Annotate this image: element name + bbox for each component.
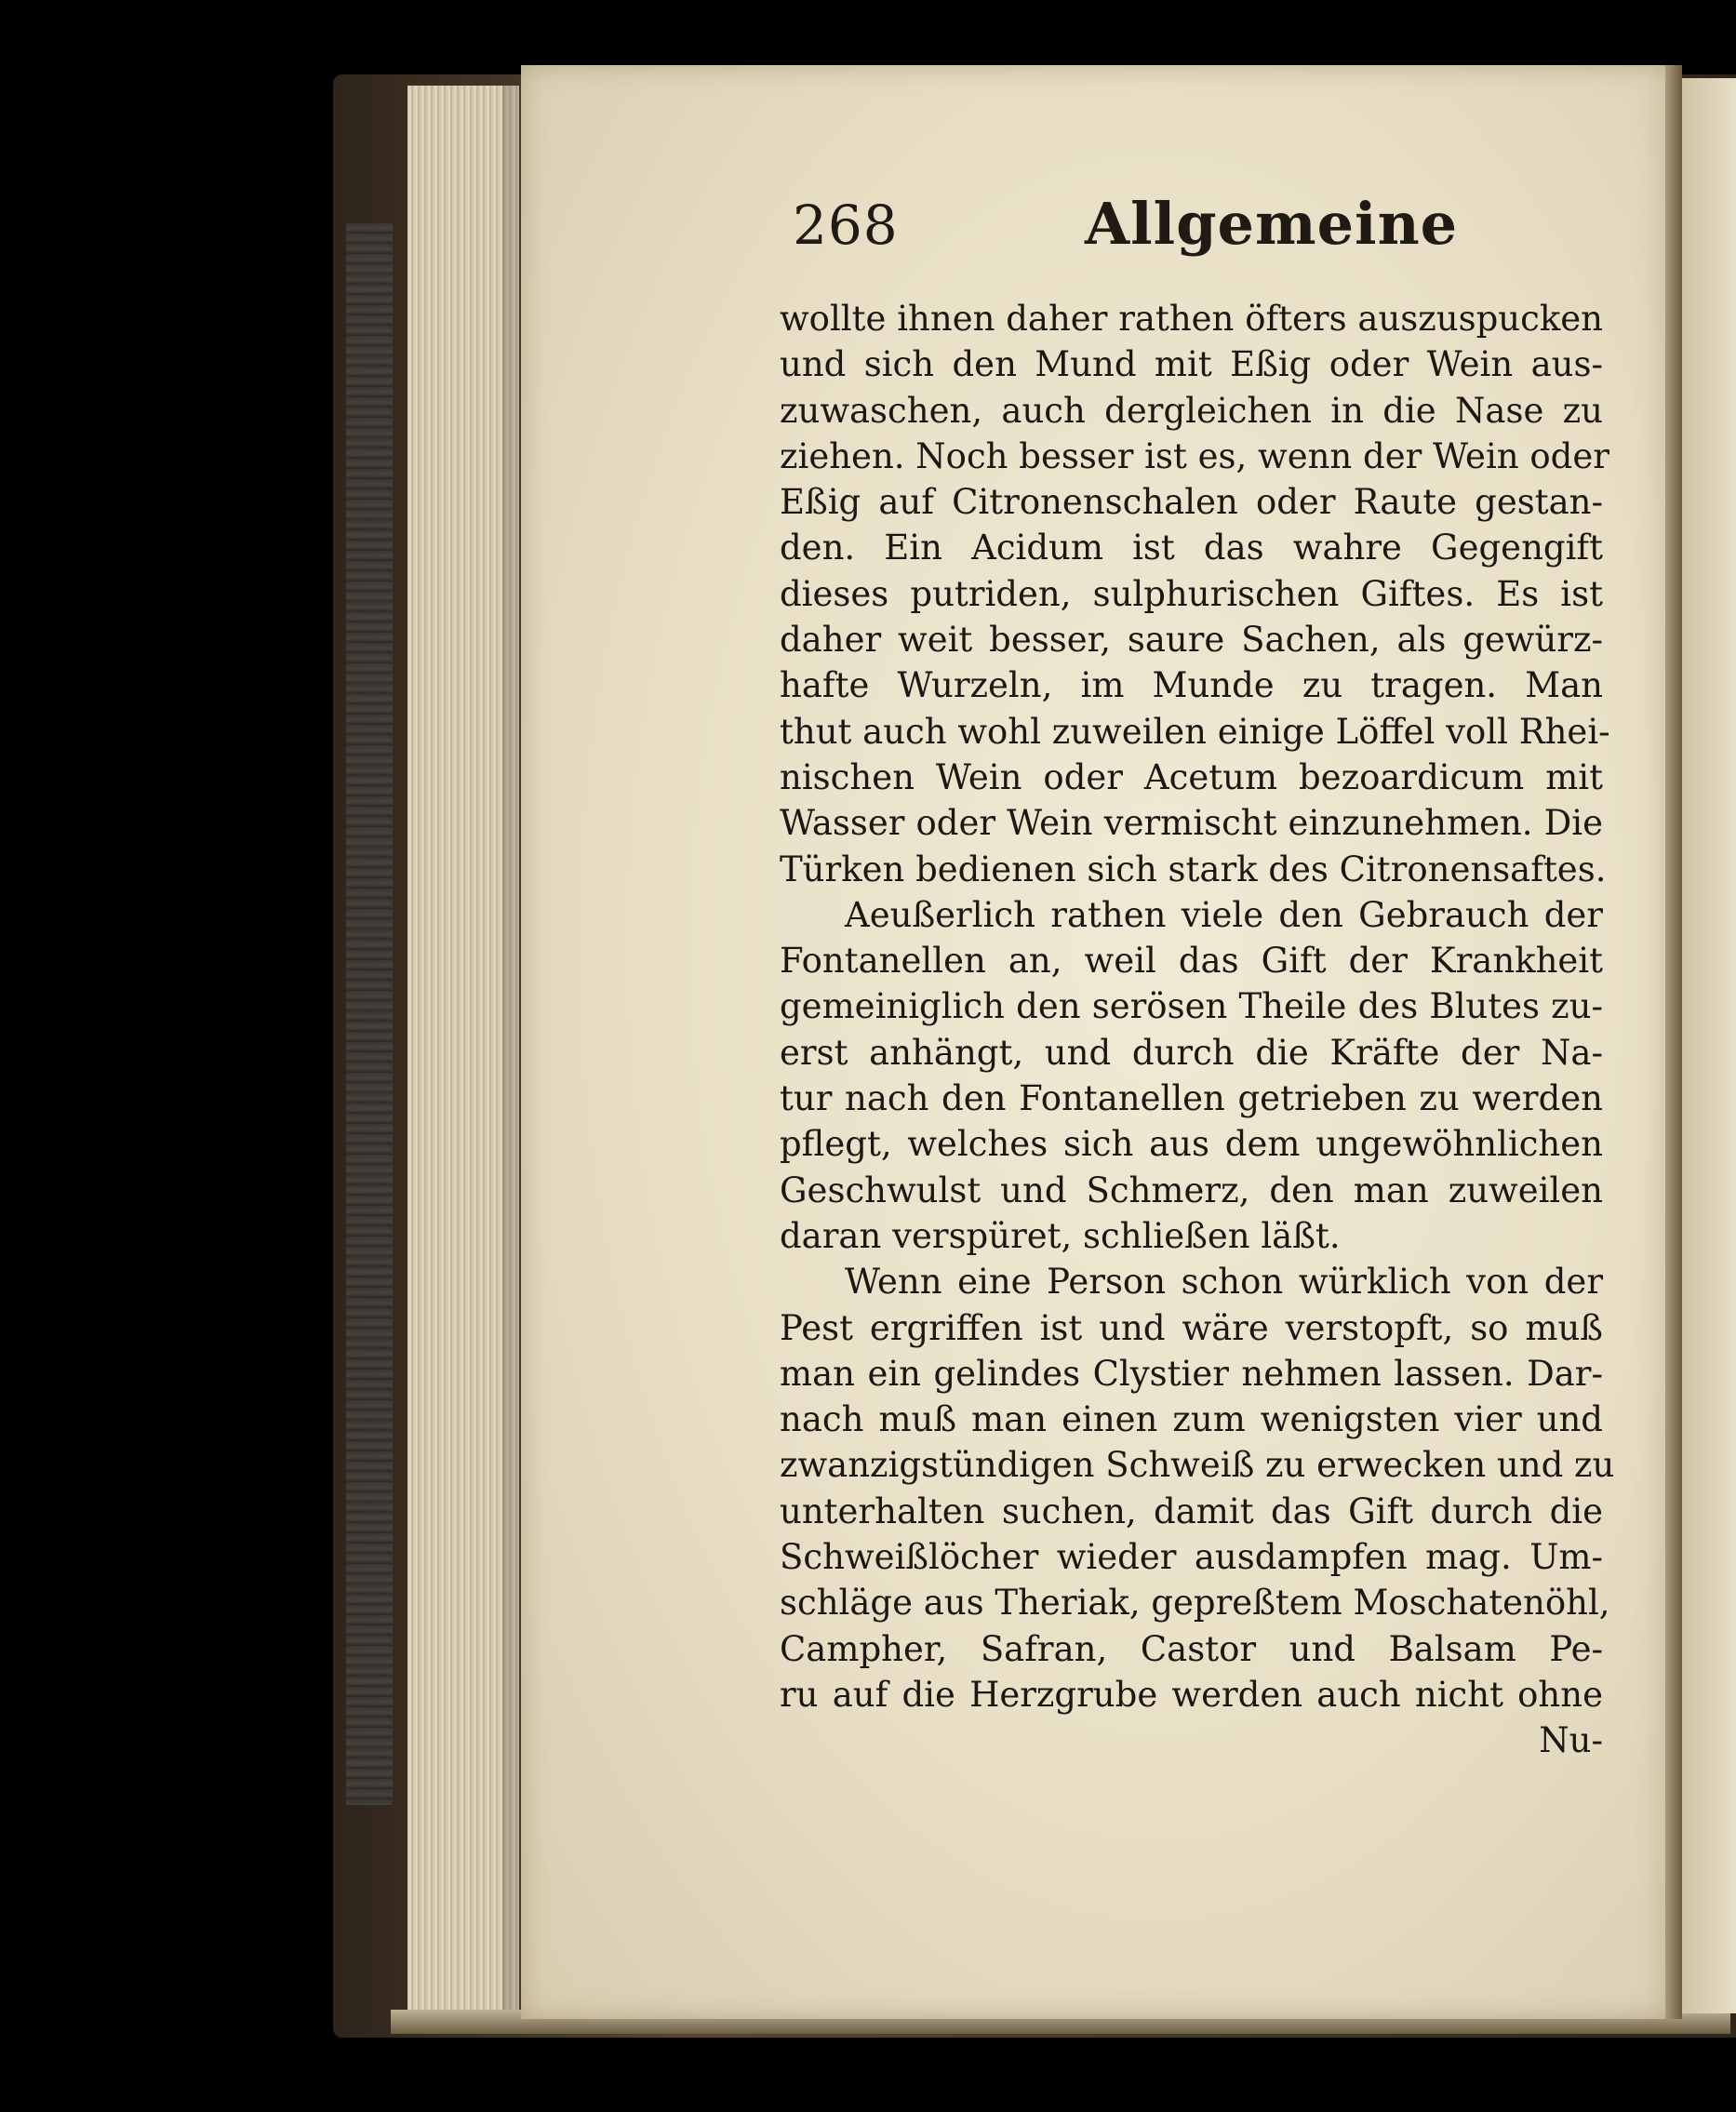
text-line: zwanzigstündigen Schweiß zu erwecken und zu: [780, 1445, 1615, 1486]
body-text: [780, 296, 1615, 1764]
text-line: man ein gelindes Clystier nehmen lassen. Dar-: [780, 1353, 1603, 1394]
text-line: daran verspüret, schließen läßt.: [780, 1215, 1341, 1256]
text-line: pflegt, welches sich aus dem ungewöhnlichen: [780, 1124, 1603, 1165]
text-line: thut auch wohl zuweilen einige Löffel voll Rhei-: [780, 711, 1610, 752]
text-line: tur nach den Fontanellen getrieben zu werden: [780, 1078, 1603, 1119]
text-line: dieses putriden, sulphurischen Giftes. Es ist: [780, 573, 1603, 614]
page-gutter: [1665, 65, 1682, 2019]
text-line: Wenn eine Person schon würklich von der: [845, 1262, 1603, 1303]
text-line: schläge aus Theriak, gepreßtem Moschatenöhl,: [780, 1583, 1610, 1624]
book-spine: [346, 223, 393, 1805]
text-line: ziehen. Noch besser ist es, wenn der Wein oder: [780, 435, 1609, 476]
text-line: Schweißlöcher wieder ausdampfen mag. Um-: [780, 1537, 1603, 1578]
text-line: gemeiniglich den serösen Theile des Blutes zu-: [780, 986, 1603, 1027]
text-line: nischen Wein oder Acetum bezoardicum mit: [780, 756, 1603, 797]
running-title: Allgemeine: [1085, 190, 1459, 258]
text-line: erst anhängt, und durch die Kräfte der Na-: [780, 1032, 1603, 1073]
text-line: Fontanellen an, weil das Gift der Krankheit: [780, 941, 1603, 982]
text-line: Wasser oder Wein vermischt einzunehmen. Die: [780, 803, 1603, 844]
text-line: unterhalten suchen, damit das Gift durch die: [780, 1490, 1603, 1531]
text-line: Eßig auf Citronenschalen oder Raute gestan-: [780, 482, 1603, 523]
text-line: Pest ergriffen ist und wäre verstopft, so muß: [780, 1307, 1603, 1348]
text-line: wollte ihnen daher rathen öfters auszuspucken: [780, 299, 1603, 339]
page-header: [793, 190, 1556, 268]
page-number: 268: [793, 194, 899, 257]
text-line: Campher, Safran, Castor und Balsam Pe-: [780, 1628, 1603, 1669]
text-line: den. Ein Acidum ist das wahre Gegengift: [780, 528, 1603, 568]
facing-page-edge: [1682, 78, 1736, 2013]
text-line: Aeußerlich rathen viele den Gebrauch der: [845, 894, 1603, 935]
catchword: Nu-: [1539, 1720, 1603, 1761]
text-line: Türken bedienen sich stark des Citronensaftes.: [780, 849, 1607, 889]
text-line: nach muß man einen zum wenigsten vier und: [780, 1399, 1603, 1440]
text-line: hafte Wurzeln, im Munde zu tragen. Man: [780, 665, 1603, 706]
text-line: daher weit besser, saure Sachen, als gewürz-: [780, 620, 1603, 661]
text-line: und sich den Mund mit Eßig oder Wein aus-: [780, 344, 1603, 385]
text-line: zuwaschen, auch dergleichen in die Nase zu: [780, 390, 1603, 431]
text-line: Geschwulst und Schmerz, den man zuweilen: [780, 1170, 1603, 1210]
text-line: ru auf die Herzgrube werden auch nicht ohne: [780, 1674, 1603, 1715]
